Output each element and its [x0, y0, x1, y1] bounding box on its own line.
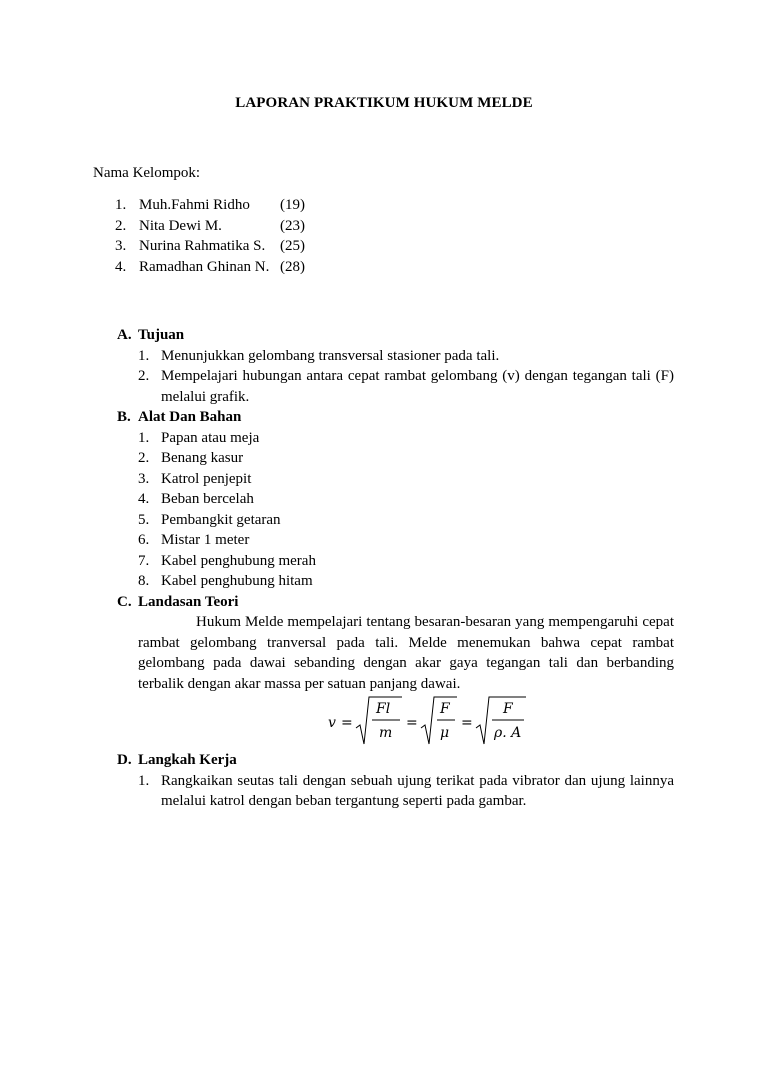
list-item: [138, 469, 674, 490]
item-text: Mempelajari hubungan antara cepat rambat gelombang (v) dengan tegangan tali (F) melalui grafik.: [161, 368, 674, 405]
frac1-numerator: Fl: [376, 701, 391, 717]
member-name: Ramadhan Ghinan N.: [139, 258, 270, 275]
formula-equals: =: [461, 715, 473, 731]
formula-equals: =: [406, 715, 418, 731]
item-text: Beban bercelah: [161, 491, 254, 507]
item-text: Pembangkit getaran: [161, 511, 281, 528]
member-name: Nurina Rahmatika S.: [139, 238, 266, 254]
member-number: 4.: [115, 258, 127, 275]
item-number: 1.: [138, 347, 150, 364]
formula-lhs: v: [328, 715, 336, 731]
section-heading-tujuan: [117, 325, 674, 346]
item-text: Kabel penghubung merah: [161, 552, 316, 569]
list-item: [138, 571, 674, 592]
paragraph-text: Hukum Melde mempelajari tentang besaran-besaran yang mempengaruhi cepat rambat gelombang tranversal pada tali. Melde menemukan bahwa cepat rambat gelombang pada dawai sebanding dengan akar gaya tegangan tali dan berbanding terbalik dengan akar massa per satuan panjang dawai.: [138, 614, 674, 692]
section-letter: C.: [117, 593, 132, 610]
section-title: Landasan Teori: [138, 593, 239, 610]
page-title: LAPORAN PRAKTIKUM HUKUM MELDE: [235, 95, 533, 111]
item-number: 5.: [138, 511, 150, 528]
alat-bahan-list: [138, 428, 674, 592]
section-title: Tujuan: [138, 327, 185, 343]
member-id: (23): [280, 217, 305, 234]
frac2-denominator: μ: [440, 725, 450, 741]
tujuan-list: [138, 346, 674, 408]
member-number: 3.: [115, 238, 127, 254]
langkah-kerja-list: [138, 771, 674, 812]
member-id: (25): [280, 238, 305, 254]
item-text: Katrol penjepit: [161, 470, 252, 487]
member-id: (28): [280, 258, 305, 275]
frac3-denominator: ρ. A: [494, 725, 522, 741]
item-number: 2.: [138, 450, 150, 466]
member-item: [115, 216, 305, 237]
group-label: Nama Kelompok:: [93, 165, 201, 181]
item-number: 7.: [138, 552, 150, 569]
item-number: 8.: [138, 573, 150, 589]
theory-paragraph: [138, 612, 674, 694]
member-name: Nita Dewi M.: [139, 217, 222, 234]
section-letter: B.: [117, 409, 131, 425]
formula-svg: [138, 694, 674, 750]
item-number: 2.: [138, 368, 150, 384]
formula-equals: =: [341, 715, 353, 731]
section-title: Langkah Kerja: [138, 752, 237, 768]
list-item: [138, 428, 674, 449]
member-list: [115, 195, 305, 277]
section-heading-langkah-kerja: [117, 750, 674, 771]
item-number: 4.: [138, 491, 150, 507]
member-name: Muh.Fahmi Ridho: [139, 197, 250, 213]
list-item: [138, 346, 674, 367]
frac3-numerator: F: [503, 701, 513, 717]
sections: [117, 325, 674, 812]
member-item: [115, 236, 305, 257]
list-item: [138, 551, 674, 572]
member-item: [115, 195, 305, 216]
section-heading-landasan-teori: [117, 592, 674, 613]
member-number: 2.: [115, 217, 127, 234]
list-item: [138, 530, 674, 551]
section-letter: A.: [117, 327, 132, 343]
item-text: Mistar 1 meter: [161, 532, 250, 548]
item-number: 3.: [138, 470, 150, 487]
melde-formula: [138, 694, 674, 750]
section-heading-alat-bahan: [117, 407, 674, 428]
section-title: Alat Dan Bahan: [138, 409, 242, 425]
list-item: [138, 510, 674, 531]
list-item: [138, 448, 674, 469]
member-id: (19): [280, 197, 305, 213]
item-text: Kabel penghubung hitam: [161, 573, 313, 589]
member-item: [115, 257, 305, 278]
item-text: Benang kasur: [161, 450, 244, 466]
section-letter: D.: [117, 752, 132, 768]
item-text: Rangkaikan seutas tali dengan sebuah ujung terikat pada vibrator dan ujung lainnya melalui katrol dengan beban tergantung seperti pada gambar.: [161, 772, 674, 809]
list-item: [138, 489, 674, 510]
list-item: [138, 366, 674, 407]
frac2-numerator: F: [440, 701, 450, 717]
frac1-denominator: m: [379, 725, 393, 741]
item-number: 6.: [138, 532, 150, 548]
list-item: [138, 771, 674, 812]
item-number: 1.: [138, 772, 150, 789]
item-text: Papan atau meja: [161, 429, 260, 446]
item-number: 1.: [138, 429, 150, 446]
item-text: Menunjukkan gelombang transversal stasioner pada tali.: [161, 347, 500, 364]
member-number: 1.: [115, 197, 127, 213]
